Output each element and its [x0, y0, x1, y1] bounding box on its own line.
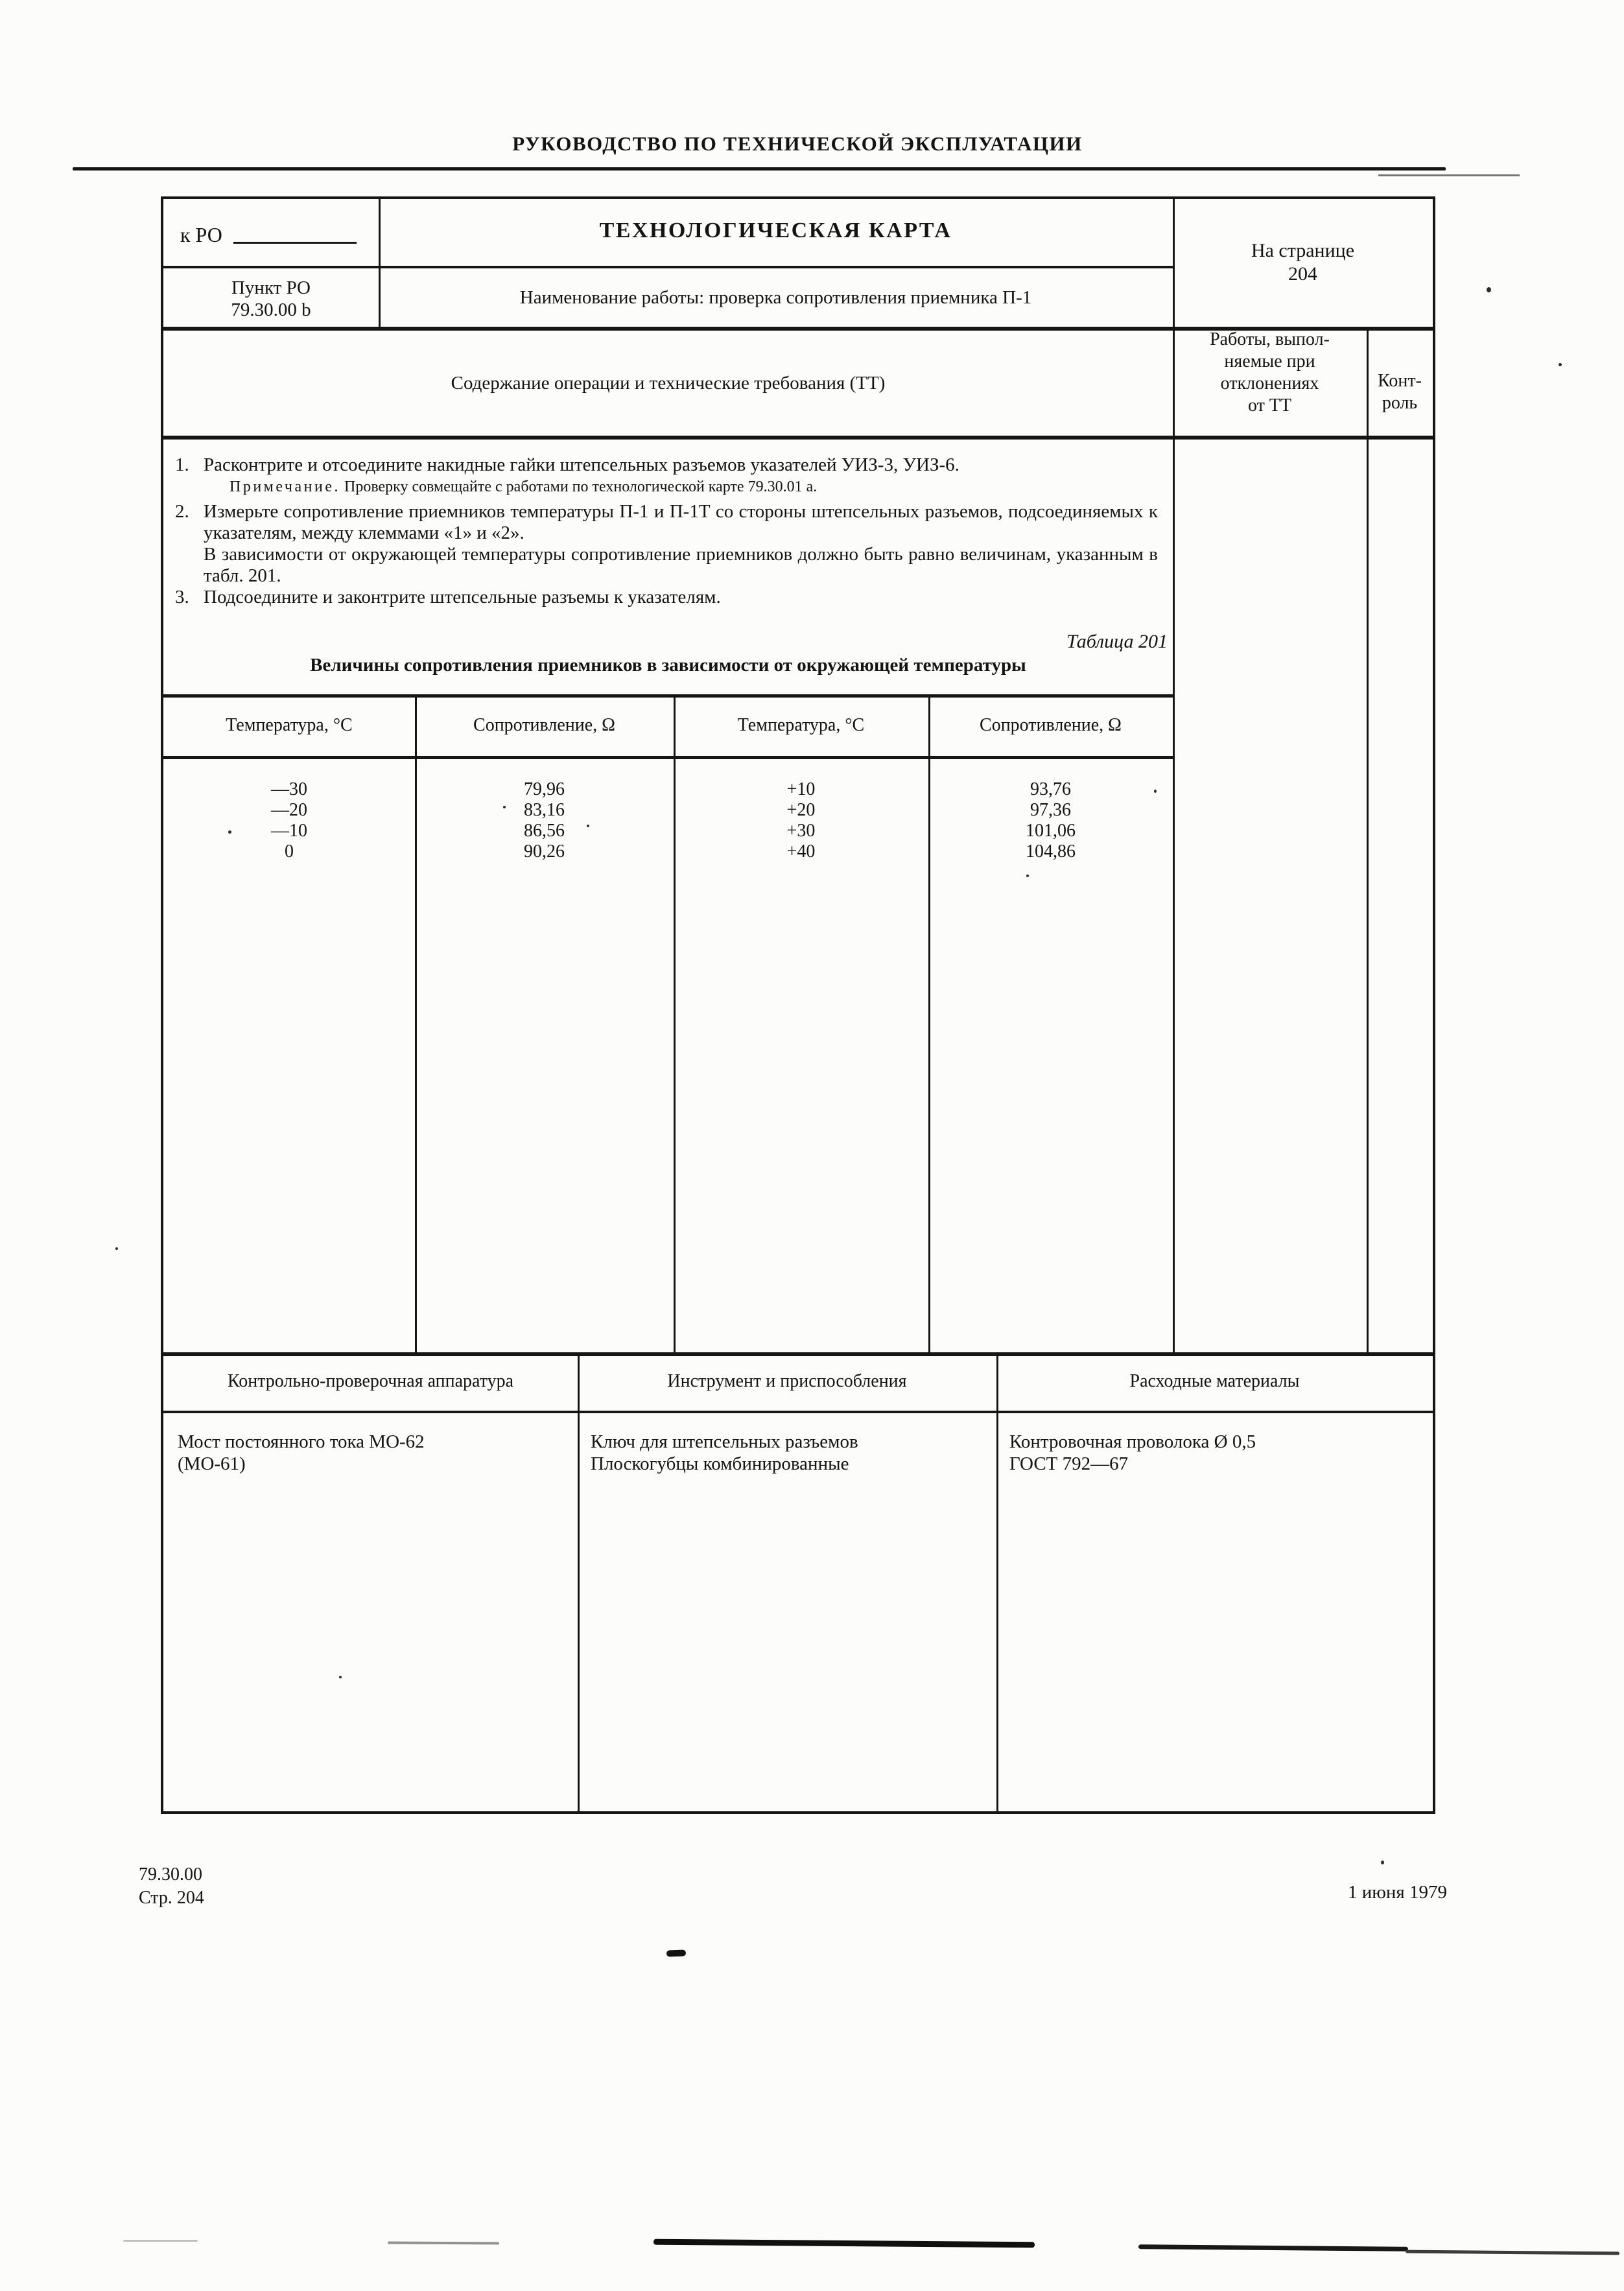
operations-list: [175, 454, 1158, 608]
row-divider-3: [163, 436, 1433, 440]
table-row: [163, 800, 1173, 821]
footer-page-number: Стр. 204: [139, 1888, 204, 1908]
operation-item-3: [175, 587, 1158, 608]
resistance-header-cell: Сопротивление, Ω: [980, 714, 1122, 735]
materials-header: Расходные материалы: [1129, 1371, 1300, 1391]
resistance-header-cell: Сопротивление, Ω: [473, 714, 615, 735]
operation-text: Расконтрите и отсоедините накидные гайки штепсельных разъемов указателей УИЗ-3, УИЗ-6.: [204, 454, 959, 475]
note-text: Проверку совмещайте с работами по технологической карте 79.30.01 а.: [344, 478, 818, 495]
control-column-header: [1367, 370, 1433, 414]
apparatus-line: Мост постоянного тока МО-62: [178, 1431, 425, 1452]
punkt-ro-value: 79.30.00 b: [231, 300, 311, 320]
temperature-value: +40: [786, 841, 816, 862]
footer-doc-code: 79.30.00: [139, 1864, 202, 1885]
operation-note: [229, 478, 1158, 497]
resistance-table-header-border: [163, 756, 1173, 759]
footer-doc-reference: [139, 1863, 204, 1910]
tools-cell: [591, 1431, 858, 1475]
apparatus-header: Контрольно-проверочная аппаратура: [227, 1371, 514, 1391]
resistance-value: 79,96: [524, 779, 565, 799]
operation-number: 1.: [175, 454, 189, 475]
materials-line: ГОСТ 792—67: [1009, 1453, 1129, 1474]
tech-card-table: [161, 196, 1435, 1814]
temperature-value: —30: [271, 779, 307, 799]
resistance-header-cell: Температура, °С: [226, 714, 353, 735]
table-row: [163, 841, 1173, 862]
deviations-line: няемые при: [1224, 351, 1315, 371]
scan-smudge: [388, 2242, 499, 2245]
tools-line: Плоскогубцы комбинированные: [591, 1453, 849, 1474]
materials-line: Контровочная проволока Ø 0,5: [1009, 1431, 1256, 1452]
resistance-value: 90,26: [524, 841, 565, 862]
punkt-ro-label: Пункт РО: [231, 277, 311, 298]
control-line: роль: [1382, 393, 1418, 413]
operation-item-2: [175, 501, 1158, 544]
resistance-value: 86,56: [524, 821, 565, 841]
temperature-value: —20: [271, 800, 307, 820]
materials-cell: [1009, 1431, 1256, 1475]
footer-dash-artifact: [666, 1949, 686, 1956]
footer-date: 1 июня 1979: [1347, 1882, 1447, 1903]
punkt-ro-cell: [163, 277, 379, 321]
resistance-value: 101,06: [1026, 821, 1076, 841]
resistance-table-header-row: [163, 694, 1173, 756]
card-title: ТЕХНОЛОГИЧЕСКАЯ КАРТА: [599, 218, 952, 242]
k-ro-label: к РО: [180, 223, 222, 246]
scan-speck: [587, 825, 589, 827]
header-rule: [73, 167, 1446, 170]
temperature-value: 0: [285, 841, 294, 862]
resistance-header-cell: Температура, °С: [737, 714, 865, 735]
operation-text: Подсоедините и законтрите штепсельные разъемы к указателям.: [204, 587, 721, 607]
operation-text: Измерьте сопротивление приемников температуры П-1 и П-1Т со стороны штепсельных разъемов, подсоединяемых к указателям, между клеммами «1» и «2».: [204, 501, 1158, 543]
equipment-header-border: [163, 1411, 1433, 1413]
on-page-cell: [1173, 239, 1433, 286]
control-line: Конт-: [1378, 371, 1422, 391]
table-caption: Таблица 201: [1066, 631, 1168, 652]
scan-speck: [1487, 287, 1491, 292]
operation-number: 2.: [175, 501, 189, 522]
header-rule-artifact: [1378, 174, 1520, 176]
scan-smudge: [653, 2239, 1035, 2248]
operation-item-2-continuation: В зависимости от окружающей температуры сопротивление приемников должно быть равно величинам, указанным в табл. 201.: [204, 544, 1158, 586]
tools-line: Ключ для штепсельных разъемов: [591, 1431, 858, 1452]
k-ro-blank-line: [233, 242, 357, 244]
scan-smudge: [1138, 2244, 1408, 2251]
deviations-line: отклонениях: [1220, 373, 1319, 394]
table-title: Величины сопротивления приемников в зависимости от окружающей температуры: [310, 655, 1026, 676]
on-page-number: 204: [1288, 263, 1317, 285]
deviations-line: от ТТ: [1247, 395, 1292, 416]
resistance-value: 104,86: [1026, 841, 1076, 862]
col-divider-control: [1367, 327, 1369, 1352]
scan-speck: [1026, 875, 1029, 877]
scan-speck: [1559, 363, 1562, 366]
scan-speck: [228, 830, 231, 834]
work-name: Наименование работы: проверка сопротивления приемника П-1: [519, 287, 1032, 308]
row-divider-1: [163, 266, 1173, 268]
content-column-header: Содержание операции и технические требования (ТТ): [451, 373, 886, 394]
temperature-value: —10: [271, 821, 307, 841]
scan-smudge: [123, 2240, 198, 2242]
deviations-column-header: [1173, 329, 1367, 417]
operation-item-1: [175, 454, 1158, 476]
table-row: [163, 779, 1173, 800]
temperature-value: +20: [786, 800, 816, 820]
operation-number: 3.: [175, 587, 189, 607]
equipment-header-row: [163, 1352, 1433, 1411]
scan-speck: [115, 1247, 118, 1250]
resistance-value: 83,16: [524, 800, 565, 820]
resistance-value: 93,76: [1030, 779, 1071, 799]
temperature-value: +30: [786, 821, 816, 841]
temperature-value: +10: [786, 779, 816, 799]
scan-speck: [339, 1676, 342, 1678]
running-header: РУКОВОДСТВО ПО ТЕХНИЧЕСКОЙ ЭКСПЛУАТАЦИИ: [512, 132, 1083, 155]
scan-speck: [503, 806, 506, 808]
deviations-line: Работы, выпол-: [1210, 329, 1330, 349]
scan-speck: [1381, 1861, 1384, 1864]
equipment-col-divider-1: [578, 1352, 580, 1811]
apparatus-line: (МО-61): [178, 1453, 246, 1474]
scan-speck: [1154, 790, 1157, 793]
scan-smudge: [1406, 2250, 1619, 2255]
tools-header: Инструмент и приспособления: [667, 1371, 907, 1391]
resistance-table-body: [163, 779, 1173, 862]
note-label: Примечание.: [229, 478, 340, 495]
on-page-label: На странице: [1251, 240, 1355, 261]
equipment-col-divider-2: [996, 1352, 998, 1811]
resistance-value: 97,36: [1030, 800, 1071, 820]
table-row: [163, 821, 1173, 841]
apparatus-cell: [178, 1431, 425, 1475]
